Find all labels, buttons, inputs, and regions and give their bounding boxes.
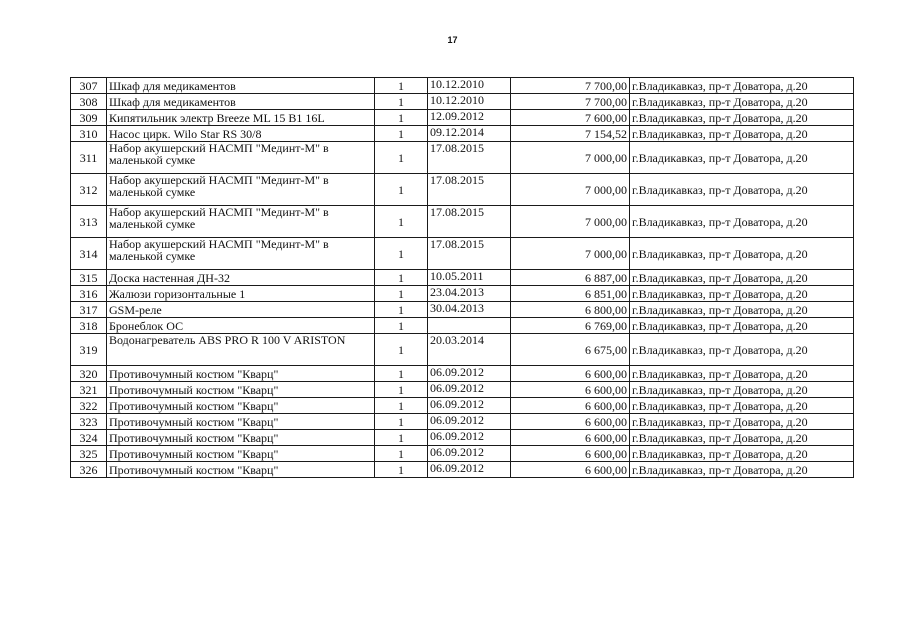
table-row	[71, 142, 854, 174]
quantity-cell: 1	[375, 302, 428, 318]
price-cell: 6 600,00	[511, 446, 630, 462]
quantity-cell: 1	[375, 398, 428, 414]
price-cell: 6 600,00	[511, 366, 630, 382]
quantity-cell: 1	[375, 286, 428, 302]
row-number-cell: 309	[71, 110, 107, 126]
item-name-cell: Противочумный костюм "Кварц"	[107, 430, 375, 446]
row-number-cell: 310	[71, 126, 107, 142]
price-cell: 6 600,00	[511, 430, 630, 446]
item-name-cell: Противочумный костюм "Кварц"	[107, 382, 375, 398]
table-row	[71, 430, 854, 446]
table-row	[71, 126, 854, 142]
table-row	[71, 318, 854, 334]
address-cell: г.Владикавказ, пр-т Доватора, д.20	[630, 398, 854, 414]
table-row	[71, 78, 854, 94]
quantity-cell: 1	[375, 238, 428, 270]
address-cell: г.Владикавказ, пр-т Доватора, д.20	[630, 462, 854, 478]
quantity-cell: 1	[375, 206, 428, 238]
item-name-cell: Противочумный костюм "Кварц"	[107, 446, 375, 462]
row-number-cell: 314	[71, 238, 107, 270]
quantity-cell: 1	[375, 334, 428, 366]
address-cell: г.Владикавказ, пр-т Доватора, д.20	[630, 126, 854, 142]
table-row	[71, 366, 854, 382]
quantity-cell: 1	[375, 366, 428, 382]
item-name-cell: Доска настенная ДН-32	[107, 270, 375, 286]
address-cell: г.Владикавказ, пр-т Доватора, д.20	[630, 174, 854, 206]
table-row	[71, 462, 854, 478]
price-cell: 6 800,00	[511, 302, 630, 318]
address-cell: г.Владикавказ, пр-т Доватора, д.20	[630, 366, 854, 382]
address-cell: г.Владикавказ, пр-т Доватора, д.20	[630, 430, 854, 446]
item-name-cell: GSM-реле	[107, 302, 375, 318]
row-number-cell: 318	[71, 318, 107, 334]
address-cell: г.Владикавказ, пр-т Доватора, д.20	[630, 318, 854, 334]
table-row	[71, 94, 854, 110]
date-cell: 09.12.2014	[428, 126, 511, 142]
quantity-cell: 1	[375, 430, 428, 446]
date-cell: 23.04.2013	[428, 286, 511, 302]
price-cell: 6 600,00	[511, 414, 630, 430]
quantity-cell: 1	[375, 78, 428, 94]
row-number-cell: 308	[71, 94, 107, 110]
address-cell: г.Владикавказ, пр-т Доватора, д.20	[630, 414, 854, 430]
row-number-cell: 325	[71, 446, 107, 462]
item-name-cell: Противочумный костюм "Кварц"	[107, 398, 375, 414]
row-number-cell: 311	[71, 142, 107, 174]
address-cell: г.Владикавказ, пр-т Доватора, д.20	[630, 78, 854, 94]
quantity-cell: 1	[375, 382, 428, 398]
price-cell: 7 700,00	[511, 78, 630, 94]
address-cell: г.Владикавказ, пр-т Доватора, д.20	[630, 110, 854, 126]
quantity-cell: 1	[375, 94, 428, 110]
date-cell: 06.09.2012	[428, 430, 511, 446]
row-number-cell: 324	[71, 430, 107, 446]
row-number-cell: 323	[71, 414, 107, 430]
table-row	[71, 110, 854, 126]
item-name-cell: Набор акушерский НАСМП "Мединт-М" в маленькой сумке	[107, 238, 375, 270]
address-cell: г.Владикавказ, пр-т Доватора, д.20	[630, 94, 854, 110]
price-cell: 6 600,00	[511, 382, 630, 398]
date-cell: 06.09.2012	[428, 462, 511, 478]
row-number-cell: 317	[71, 302, 107, 318]
page-number: 17	[447, 35, 458, 45]
address-cell: г.Владикавказ, пр-т Доватора, д.20	[630, 446, 854, 462]
address-cell: г.Владикавказ, пр-т Доватора, д.20	[630, 206, 854, 238]
price-cell: 7 000,00	[511, 142, 630, 174]
inventory-table-body	[71, 78, 854, 478]
row-number-cell: 312	[71, 174, 107, 206]
date-cell: 06.09.2012	[428, 382, 511, 398]
address-cell: г.Владикавказ, пр-т Доватора, д.20	[630, 142, 854, 174]
price-cell: 6 600,00	[511, 398, 630, 414]
date-cell: 17.08.2015	[428, 142, 511, 174]
item-name-cell: Бронеблок ОС	[107, 318, 375, 334]
table-row	[71, 334, 854, 366]
date-cell: 20.03.2014	[428, 334, 511, 366]
address-cell: г.Владикавказ, пр-т Доватора, д.20	[630, 270, 854, 286]
row-number-cell: 326	[71, 462, 107, 478]
table-row	[71, 270, 854, 286]
price-cell: 7 700,00	[511, 94, 630, 110]
address-cell: г.Владикавказ, пр-т Доватора, д.20	[630, 286, 854, 302]
table-row	[71, 206, 854, 238]
row-number-cell: 319	[71, 334, 107, 366]
date-cell: 10.12.2010	[428, 78, 511, 94]
quantity-cell: 1	[375, 110, 428, 126]
date-cell: 12.09.2012	[428, 110, 511, 126]
price-cell: 7 000,00	[511, 174, 630, 206]
quantity-cell: 1	[375, 446, 428, 462]
quantity-cell: 1	[375, 318, 428, 334]
date-cell: 06.09.2012	[428, 446, 511, 462]
date-cell: 17.08.2015	[428, 206, 511, 238]
price-cell: 7 600,00	[511, 110, 630, 126]
price-cell: 6 851,00	[511, 286, 630, 302]
row-number-cell: 321	[71, 382, 107, 398]
item-name-cell: Шкаф для медикаментов	[107, 94, 375, 110]
row-number-cell: 313	[71, 206, 107, 238]
quantity-cell: 1	[375, 126, 428, 142]
item-name-cell: Кипятильник электр Breeze ML 15 B1 16L	[107, 110, 375, 126]
date-cell: 30.04.2013	[428, 302, 511, 318]
price-cell: 6 675,00	[511, 334, 630, 366]
item-name-cell: Набор акушерский НАСМП "Мединт-М" в маленькой сумке	[107, 142, 375, 174]
quantity-cell: 1	[375, 414, 428, 430]
row-number-cell: 307	[71, 78, 107, 94]
quantity-cell: 1	[375, 462, 428, 478]
address-cell: г.Владикавказ, пр-т Доватора, д.20	[630, 302, 854, 318]
row-number-cell: 316	[71, 286, 107, 302]
date-cell: 10.12.2010	[428, 94, 511, 110]
item-name-cell: Противочумный костюм "Кварц"	[107, 462, 375, 478]
row-number-cell: 322	[71, 398, 107, 414]
table-row	[71, 382, 854, 398]
address-cell: г.Владикавказ, пр-т Доватора, д.20	[630, 382, 854, 398]
item-name-cell: Жалюзи горизонтальные 1	[107, 286, 375, 302]
quantity-cell: 1	[375, 270, 428, 286]
item-name-cell: Набор акушерский НАСМП "Мединт-М" в маленькой сумке	[107, 174, 375, 206]
table-row	[71, 446, 854, 462]
date-cell: 06.09.2012	[428, 398, 511, 414]
table-row	[71, 398, 854, 414]
inventory-table	[70, 77, 854, 478]
date-cell: 06.09.2012	[428, 414, 511, 430]
price-cell: 7 000,00	[511, 238, 630, 270]
date-cell: 17.08.2015	[428, 174, 511, 206]
date-cell: 10.05.2011	[428, 270, 511, 286]
table-row	[71, 414, 854, 430]
item-name-cell: Набор акушерский НАСМП "Мединт-М" в маленькой сумке	[107, 206, 375, 238]
table-row	[71, 286, 854, 302]
item-name-cell: Противочумный костюм "Кварц"	[107, 414, 375, 430]
address-cell: г.Владикавказ, пр-т Доватора, д.20	[630, 334, 854, 366]
price-cell: 7 000,00	[511, 206, 630, 238]
price-cell: 6 887,00	[511, 270, 630, 286]
item-name-cell: Насос цирк. Wilo Star RS 30/8	[107, 126, 375, 142]
table-row	[71, 302, 854, 318]
item-name-cell: Шкаф для медикаментов	[107, 78, 375, 94]
item-name-cell: Водонагреватель ABS PRO R 100 V ARISTON	[107, 334, 375, 366]
price-cell: 6 769,00	[511, 318, 630, 334]
date-cell: 17.08.2015	[428, 238, 511, 270]
date-cell: 06.09.2012	[428, 366, 511, 382]
date-cell	[428, 318, 511, 334]
row-number-cell: 315	[71, 270, 107, 286]
quantity-cell: 1	[375, 174, 428, 206]
item-name-cell: Противочумный костюм "Кварц"	[107, 366, 375, 382]
row-number-cell: 320	[71, 366, 107, 382]
address-cell: г.Владикавказ, пр-т Доватора, д.20	[630, 238, 854, 270]
price-cell: 6 600,00	[511, 462, 630, 478]
price-cell: 7 154,52	[511, 126, 630, 142]
table-row	[71, 174, 854, 206]
table-row	[71, 238, 854, 270]
quantity-cell: 1	[375, 142, 428, 174]
